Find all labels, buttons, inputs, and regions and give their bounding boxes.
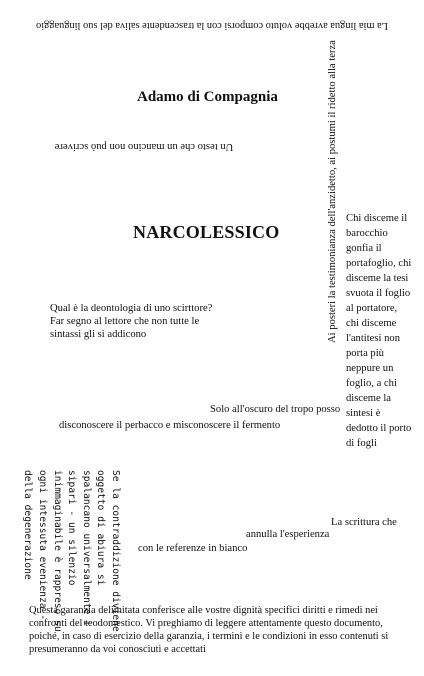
book-title: NARCOLESSICO <box>133 222 280 242</box>
right-column-text: Chi disceme il barocchio gonfia il portafoglio, chi disceme la tesi svuota il foglio al portatore, chi disceme l'antitesi non porta più neppure un foglio, a chi disceme la sintesi è dedotto il porto di fogli <box>346 213 412 449</box>
bottom-warranty-paragraph: Questa garanzia delimitata conferisce alle vostre dignità specifici diritti e rimedi nei confronti del teodomestico. Vi preghiamo di leggere attentamente questo documento, poiché, in caso di esercizio della garanzia, i termini e le condizioni in esso contenuti si presumeranno da voi conosciuti e accettati <box>29 605 389 655</box>
scrittura-line: La scrittura che <box>331 517 397 528</box>
obscure-line: Solo all'oscuro del tropo posso <box>210 404 341 415</box>
subtitle-upside-down: Un testo che un mancino non può scrivere <box>54 141 234 152</box>
referenze-line: con le referenze in bianco <box>138 543 248 554</box>
vertical-contradiction-block: Se la contraddizione diviene oggetto di abiura si spalancano universalmente i sipari - un silenzio inimmaginabile è rappreso su ogni intessuta evenienza - della degenerazione <box>22 470 121 632</box>
vertical-testimony-line: Ai posteri la testimonianza dell'anzidetto, ai postumi il ridetto alla terza <box>327 40 338 343</box>
perbacco-line: disconoscere il perbacco e misconoscere il fermento <box>59 420 281 431</box>
top-upside-down-line: La mia lingua avrebbe voluto comporsi con la trascendente saliva del suo linguaggio <box>35 20 389 31</box>
question-paragraph: Qual è la deontologia di uno scirttore? Far segno al lettore che non tutte le sintassi gli si addicono <box>50 303 213 340</box>
author-name: Adamo di Compagnia <box>137 89 278 105</box>
annulla-line: annulla l'esperienza <box>246 529 330 540</box>
